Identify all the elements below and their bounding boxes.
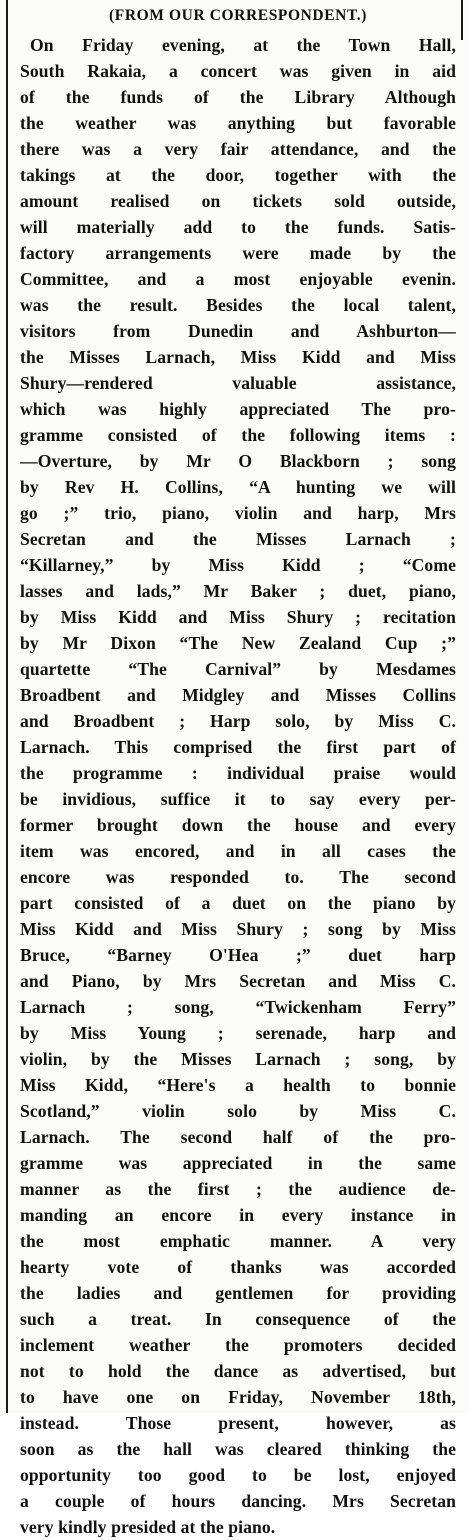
article-line: —Overture, by Mr O Blackborn ; song — [20, 451, 456, 471]
article-line: visitors from Dunedin and Ashburton— — [20, 321, 456, 341]
article-line: Miss Kidd and Miss Shury ; song by Miss — [20, 919, 456, 939]
article-line: the Misses Larnach, Miss Kidd and Miss — [20, 347, 456, 367]
article-line: Secretan and the Misses Larnach ; — [20, 529, 456, 549]
column-rule-left — [6, 0, 8, 1413]
article-line: amount realised on tickets sold outside, — [20, 191, 456, 211]
article-line: which was highly appreciated The pro- — [20, 399, 456, 419]
article-line: takings at the door, together with the — [20, 165, 456, 185]
article-line: manner as the first ; the audience de- — [20, 1179, 456, 1199]
article-heading: (FROM OUR CORRESPONDENT.) — [109, 7, 367, 24]
article-column — [20, 4, 456, 1540]
article-line: was the result. Besides the local talent, — [20, 295, 456, 315]
article-line: former brought down the house and every — [20, 815, 456, 835]
article-line: encore was responded to. The second — [20, 867, 456, 887]
article-line: “Killarney,” by Miss Kidd ; “Come — [20, 555, 456, 575]
article-line: inclement weather the promoters decided — [20, 1335, 456, 1355]
article-line: will materially add to the funds. Satis- — [20, 217, 456, 237]
article-line: very kindly presided at the piano. — [20, 1517, 276, 1537]
article-line: gramme was appreciated in the same — [20, 1153, 456, 1173]
article-line: Scotland,” violin solo by Miss C. — [20, 1101, 456, 1121]
article-line: to have one on Friday, November 18th, — [20, 1387, 456, 1407]
article-line: soon as the hall was cleared thinking the — [20, 1439, 456, 1459]
article-line: a couple of hours dancing. Mrs Secretan — [20, 1491, 456, 1511]
article-line: not to hold the dance as advertised, but — [20, 1361, 456, 1381]
article-line: lasses and lads,” Mr Baker ; duet, piano, — [20, 581, 456, 601]
article-line: violin, by the Misses Larnach ; song, by — [20, 1049, 456, 1069]
article-line: Miss Kidd, “Here's a health to bonnie — [20, 1075, 456, 1095]
article-line: On Friday evening, at the Town Hall, — [30, 35, 456, 55]
article-line: instead. Those present, however, as — [20, 1413, 456, 1433]
article-line: Bruce, “Barney O'Hea ;” duet harp — [20, 945, 456, 965]
article-line: South Rakaia, a concert was given in aid — [20, 61, 456, 81]
article-line: Larnach ; song, “Twickenham Ferry” — [20, 997, 456, 1017]
article-line: the ladies and gentlemen for providing — [20, 1283, 456, 1303]
article-line: Larnach. The second half of the pro- — [20, 1127, 456, 1147]
article-line: by Rev H. Collins, “A hunting we will — [20, 477, 456, 497]
article-line: the programme : individual praise would — [20, 763, 456, 783]
article-line: gramme consisted of the following items : — [20, 425, 456, 445]
article-line: of the funds of the Library Although — [20, 87, 456, 107]
article-line: manding an encore in every instance in — [20, 1205, 456, 1225]
article-line: there was a very fair attendance, and the — [20, 139, 456, 159]
article-line: be invidious, suffice it to say every per- — [20, 789, 456, 809]
article-line: and Piano, by Mrs Secretan and Miss C. — [20, 971, 456, 991]
article-line: the most emphatic manner. A very — [20, 1231, 456, 1251]
article-line: and Broadbent ; Harp solo, by Miss C. — [20, 711, 456, 731]
article-line: Shury—rendered valuable assistance, — [20, 373, 456, 393]
article-line: by Miss Young ; serenade, harp and — [20, 1023, 456, 1043]
article-line: factory arrangements were made by the — [20, 243, 456, 263]
article-line: such a treat. In consequence of the — [20, 1309, 456, 1329]
article-line: item was encored, and in all cases the — [20, 841, 456, 861]
article-line: hearty vote of thanks was accorded — [20, 1257, 456, 1277]
article-line: Larnach. This comprised the first part of — [20, 737, 456, 757]
article-line: Committee, and a most enjoyable evenin. — [20, 269, 456, 289]
article-line: part consisted of a duet on the piano by — [20, 893, 456, 913]
article-line: the weather was anything but favorable — [20, 113, 456, 133]
article-line: Broadbent and Midgley and Misses Collins — [20, 685, 456, 705]
article-line: quartette “The Carnival” by Mesdames — [20, 659, 456, 679]
article-body — [20, 32, 456, 1540]
article-line: opportunity too good to be lost, enjoyed — [20, 1465, 456, 1485]
article-line: by Mr Dixon “The New Zealand Cup ;” — [20, 633, 456, 653]
column-rule-right — [461, 0, 463, 40]
article-line: go ;” trio, piano, violin and harp, Mrs — [20, 503, 456, 523]
article-line: by Miss Kidd and Miss Shury ; recitation — [20, 607, 456, 627]
